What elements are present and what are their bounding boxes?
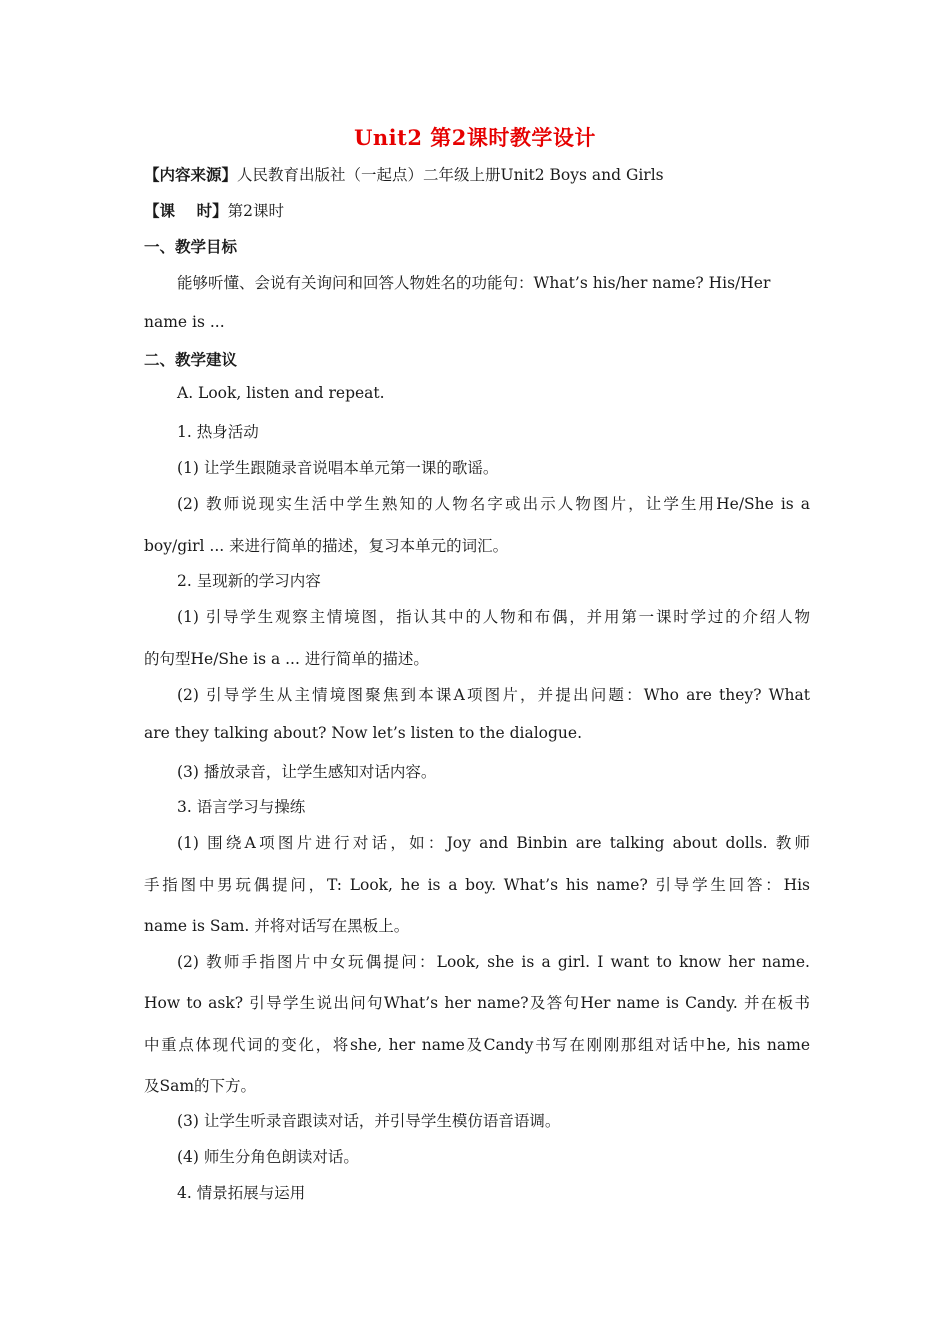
source-line: [144, 163, 810, 185]
period-text: 第2课时: [227, 202, 284, 220]
step-2-item-3: (3) 播放录音，让学生感知对话内容。: [177, 763, 437, 781]
step-2-item-2-line-2: are they talking about? Now let’s listen to the dialogue.: [144, 724, 583, 742]
step-1-heading: 1. 热身活动: [177, 423, 259, 441]
period-line: [144, 199, 810, 221]
step-3-item-2-line-2: How to ask? 引导学生说出问句What’s her name?及答句Her name is Candy. 并在板书: [144, 994, 810, 1012]
step-2-item-1-line-2: 的句型He/She is a ... 进行简单的描述。: [144, 650, 429, 668]
section-heading-goals: 一、教学目标: [144, 237, 238, 256]
step-2-item-1-line-1: (1) 引导学生观察主情境图，指认其中的人物和布偶，并用第一课时学过的介绍人物: [177, 608, 810, 626]
step-3-heading: 3. 语言学习与操练: [177, 798, 306, 816]
step-3-item-1-line-3: name is Sam. 并将对话写在黑板上。: [144, 917, 410, 935]
step-2-item-2-line-1: (2) 引导学生从主情境图聚焦到本课A项图片，并提出问题：Who are they? What: [177, 686, 810, 704]
source-text: 人民教育出版社（一起点）二年级上册Unit2 Boys and Girls: [237, 166, 664, 184]
step-4-heading: 4. 情景拓展与运用: [177, 1184, 306, 1202]
step-3-item-3: (3) 让学生听录音跟读对话，并引导学生模仿语音语调。: [177, 1112, 561, 1130]
step-3-item-1-line-2: 手指图中男玩偶提问，T: Look, he is a boy. What’s his name? 引导学生回答：His: [144, 876, 810, 894]
source-label: 【内容来源】: [144, 165, 238, 184]
step-3-item-4: (4) 师生分角色朗读对话。: [177, 1148, 359, 1166]
section-heading-suggestions: 二、教学建议: [144, 350, 238, 369]
step-3-item-2-line-4: 及Sam的下方。: [144, 1077, 257, 1095]
step-3-item-1-line-1: (1) 围绕A项图片进行对话，如：Joy and Binbin are talking about dolls. 教师: [177, 834, 810, 852]
goal-line-1: 能够听懂、会说有关询问和回答人物姓名的功能句：What’s his/her name? His/Her: [177, 274, 771, 292]
step-2-heading: 2. 呈现新的学习内容: [177, 572, 321, 590]
step-3-item-2-line-3: 中重点体现代词的变化，将she, her name及Candy书写在刚刚那组对话中he, his name: [144, 1036, 810, 1054]
period-label: 【课 时】: [144, 201, 228, 220]
step-1-item-2-line-2: boy/girl ... 来进行简单的描述，复习本单元的词汇。: [144, 537, 509, 555]
goal-line-2: name is ...: [144, 313, 225, 331]
part-a-heading: A. Look, listen and repeat.: [177, 384, 385, 402]
step-1-item-2-line-1: (2) 教师说现实生活中学生熟知的人物名字或出示人物图片，让学生用He/She is a: [177, 495, 810, 513]
page-title: Unit2 第2课时教学设计: [354, 125, 596, 150]
step-3-item-2-line-1: (2) 教师手指图片中女玩偶提问：Look, she is a girl. I want to know her name.: [177, 953, 810, 971]
step-1-item-1: (1) 让学生跟随录音说唱本单元第一课的歌谣。: [177, 459, 499, 477]
